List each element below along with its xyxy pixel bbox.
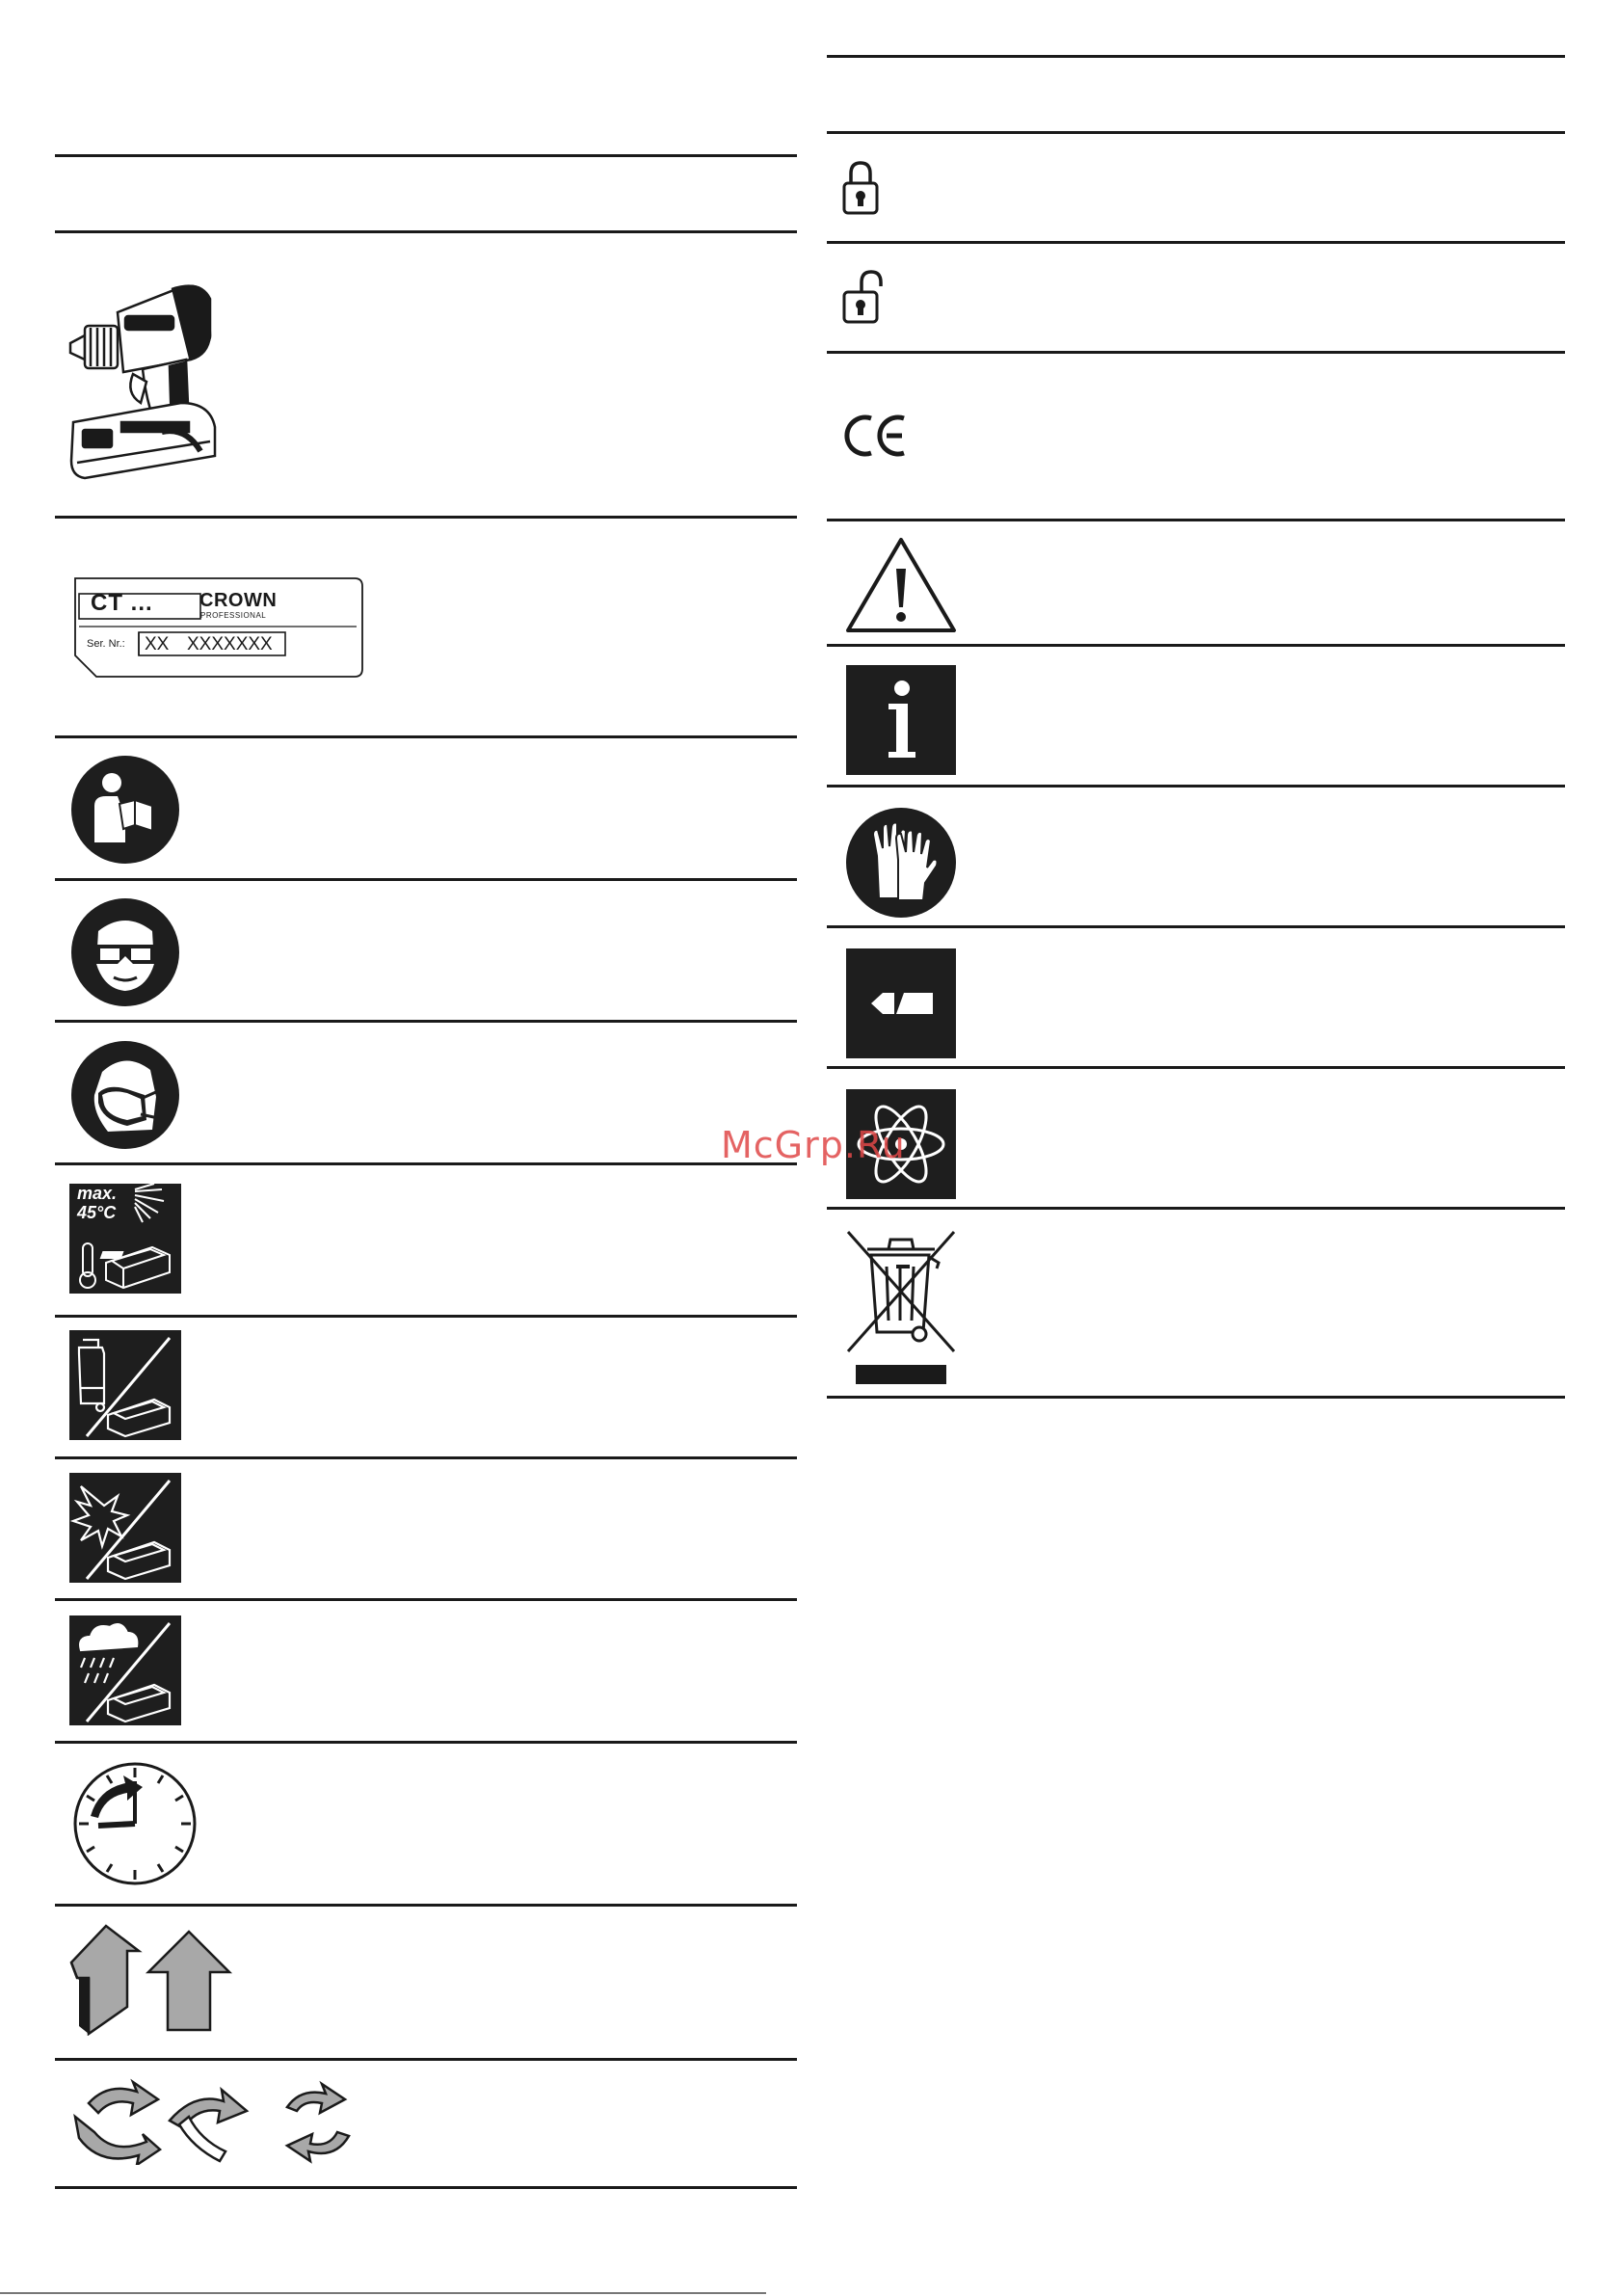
rotation-arrows-icon	[69, 2078, 368, 2165]
cordless-drill-illustration	[66, 258, 222, 485]
divider	[827, 1207, 1565, 1210]
ce-mark-icon	[844, 413, 908, 459]
divider	[55, 2058, 797, 2061]
eye-protection-icon	[69, 896, 181, 1008]
arrows-up-icon	[69, 1922, 233, 2036]
battery-level-icon	[846, 948, 956, 1058]
divider	[55, 735, 797, 738]
divider	[827, 351, 1565, 354]
divider	[827, 644, 1565, 647]
divider	[55, 1456, 797, 1459]
rating-plate-serial-caption: Ser. Nr.:	[87, 638, 125, 650]
battery-no-fire-icon	[69, 1330, 181, 1440]
divider	[55, 1162, 797, 1165]
divider	[55, 1598, 797, 1601]
divider	[55, 1741, 797, 1744]
divider	[827, 241, 1565, 244]
divider	[55, 1904, 797, 1907]
divider	[55, 230, 797, 233]
divider	[827, 925, 1565, 928]
divider	[55, 516, 797, 519]
lock-open-icon	[842, 269, 885, 325]
divider	[827, 1396, 1565, 1399]
battery-no-rain-icon	[69, 1615, 181, 1725]
warning-triangle-icon	[844, 536, 958, 634]
divider	[55, 154, 797, 157]
lock-closed-icon	[842, 160, 879, 216]
information-icon	[846, 665, 956, 775]
divider	[55, 878, 797, 881]
rating-plate-serial-prefix: XX	[145, 634, 170, 654]
dust-mask-icon	[69, 1039, 181, 1151]
temperature-line2: 45°C	[77, 1203, 117, 1222]
clock-icon	[71, 1760, 199, 1887]
battery-max-temperature-icon	[69, 1184, 181, 1294]
watermark: McGrp.Ru	[721, 1124, 906, 1166]
divider	[827, 785, 1565, 788]
divider	[827, 519, 1565, 521]
rating-plate-icon	[67, 574, 366, 681]
divider	[827, 131, 1565, 134]
read-manual-icon	[69, 754, 181, 866]
divider	[55, 1315, 797, 1318]
divider	[55, 1020, 797, 1023]
battery-no-explosion-icon	[69, 1473, 181, 1583]
page-bottom-line	[0, 2292, 766, 2294]
weee-bin-icon	[844, 1228, 958, 1390]
divider	[55, 2186, 797, 2189]
rating-plate-serial-value: XXXXXXX	[187, 634, 273, 654]
temperature-line1: max.	[77, 1184, 118, 1203]
divider	[827, 1066, 1565, 1069]
rating-plate-brand: CROWN	[199, 590, 278, 611]
divider	[827, 55, 1565, 58]
protective-gloves-icon	[844, 806, 958, 920]
rating-plate-model: CT ...	[91, 590, 153, 616]
rating-plate-brand-sub: PROFESSIONAL	[200, 611, 267, 620]
